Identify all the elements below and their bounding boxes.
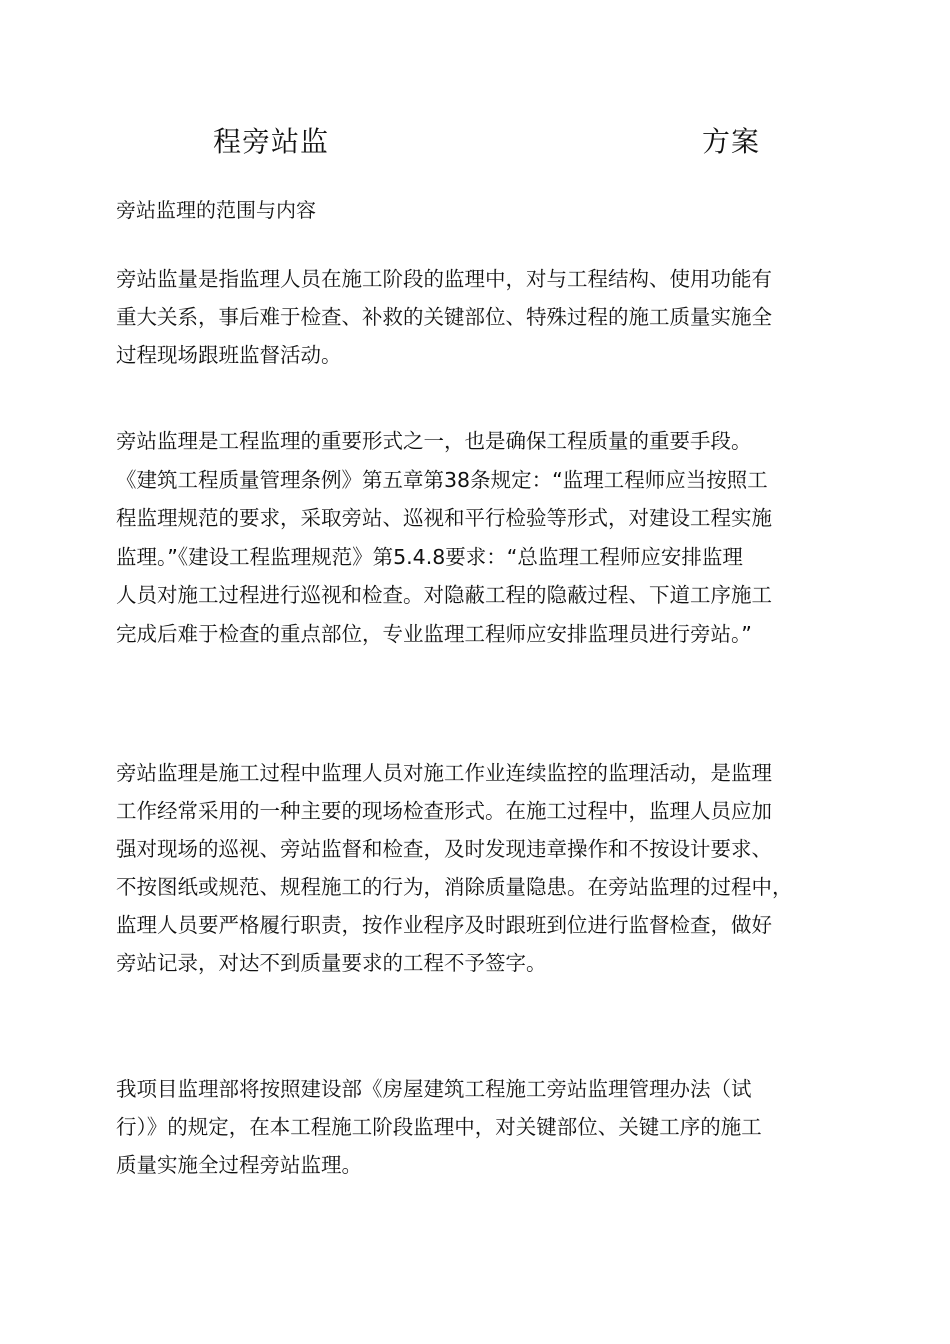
document-title-left: 程旁站监	[213, 125, 330, 158]
paragraph-line: 质量实施全过程旁站监理。	[116, 1153, 362, 1177]
paragraph-1	[116, 260, 772, 374]
paragraph-3	[116, 754, 793, 982]
paragraph-line: 旁站记录，对达不到质量要求的工程不予签字。	[116, 951, 547, 975]
section-heading: 旁站监理的范围与内容	[116, 198, 316, 222]
paragraph-line: 过程现场跟班监督活动。	[116, 343, 342, 367]
paragraph-line: 强对现场的巡视、旁站监督和检查，及时发现违章操作和不按设计要求、	[116, 837, 772, 861]
paragraph-line: 旁站监量是指监理人员在施工阶段的监理中，对与工程结构、使用功能有	[116, 267, 772, 291]
paragraph-line: 不按图纸或规范、规程施工的行为，消除质量隐患。在旁站监理的过程中，	[116, 875, 793, 899]
paragraph-line: 工作经常采用的一种主要的现场检查形式。在施工过程中，监理人员应加	[116, 799, 772, 823]
paragraph-line: 《建筑工程质量管理条例》第五章第38条规定：“监理工程师应当按照工	[116, 467, 768, 492]
paragraph-line: 旁站监理是工程监理的重要形式之一，也是确保工程质量的重要手段。	[116, 429, 752, 453]
paragraph-line: 我项目监理部将按照建设部《房屋建筑工程施工旁站监理管理办法（试	[116, 1077, 752, 1101]
paragraph-line: 重大关系，事后难于检查、补救的关键部位、特殊过程的施工质量实施全	[116, 305, 772, 329]
paragraph-line: 监理。”《建设工程监理规范》第5.4.8要求：“总监理工程师应安排监理	[116, 544, 743, 569]
document-title-right: 方案	[702, 125, 761, 158]
paragraph-line: 行）》的规定，在本工程施工阶段监理中，对关键部位、关键工序的施工	[116, 1115, 762, 1139]
paragraph-line: 程监理规范的要求，采取旁站、巡视和平行检验等形式，对建设工程实施	[116, 506, 772, 531]
paragraph-line: 旁站监理是施工过程中监理人员对施工作业连续监控的监理活动，是监理	[116, 761, 772, 785]
paragraph-line: 完成后难于检查的重点部位，专业监理工程师应安排监理员进行旁站。”	[116, 621, 752, 646]
paragraph-line: 监理人员要严格履行职责，按作业程序及时跟班到位进行监督检查，做好	[116, 913, 772, 937]
paragraph-4	[116, 1070, 762, 1184]
paragraph-2	[116, 422, 772, 654]
paragraph-line: 人员对施工过程进行巡视和检查。对隐蔽工程的隐蔽过程、下道工序施工	[116, 583, 772, 608]
